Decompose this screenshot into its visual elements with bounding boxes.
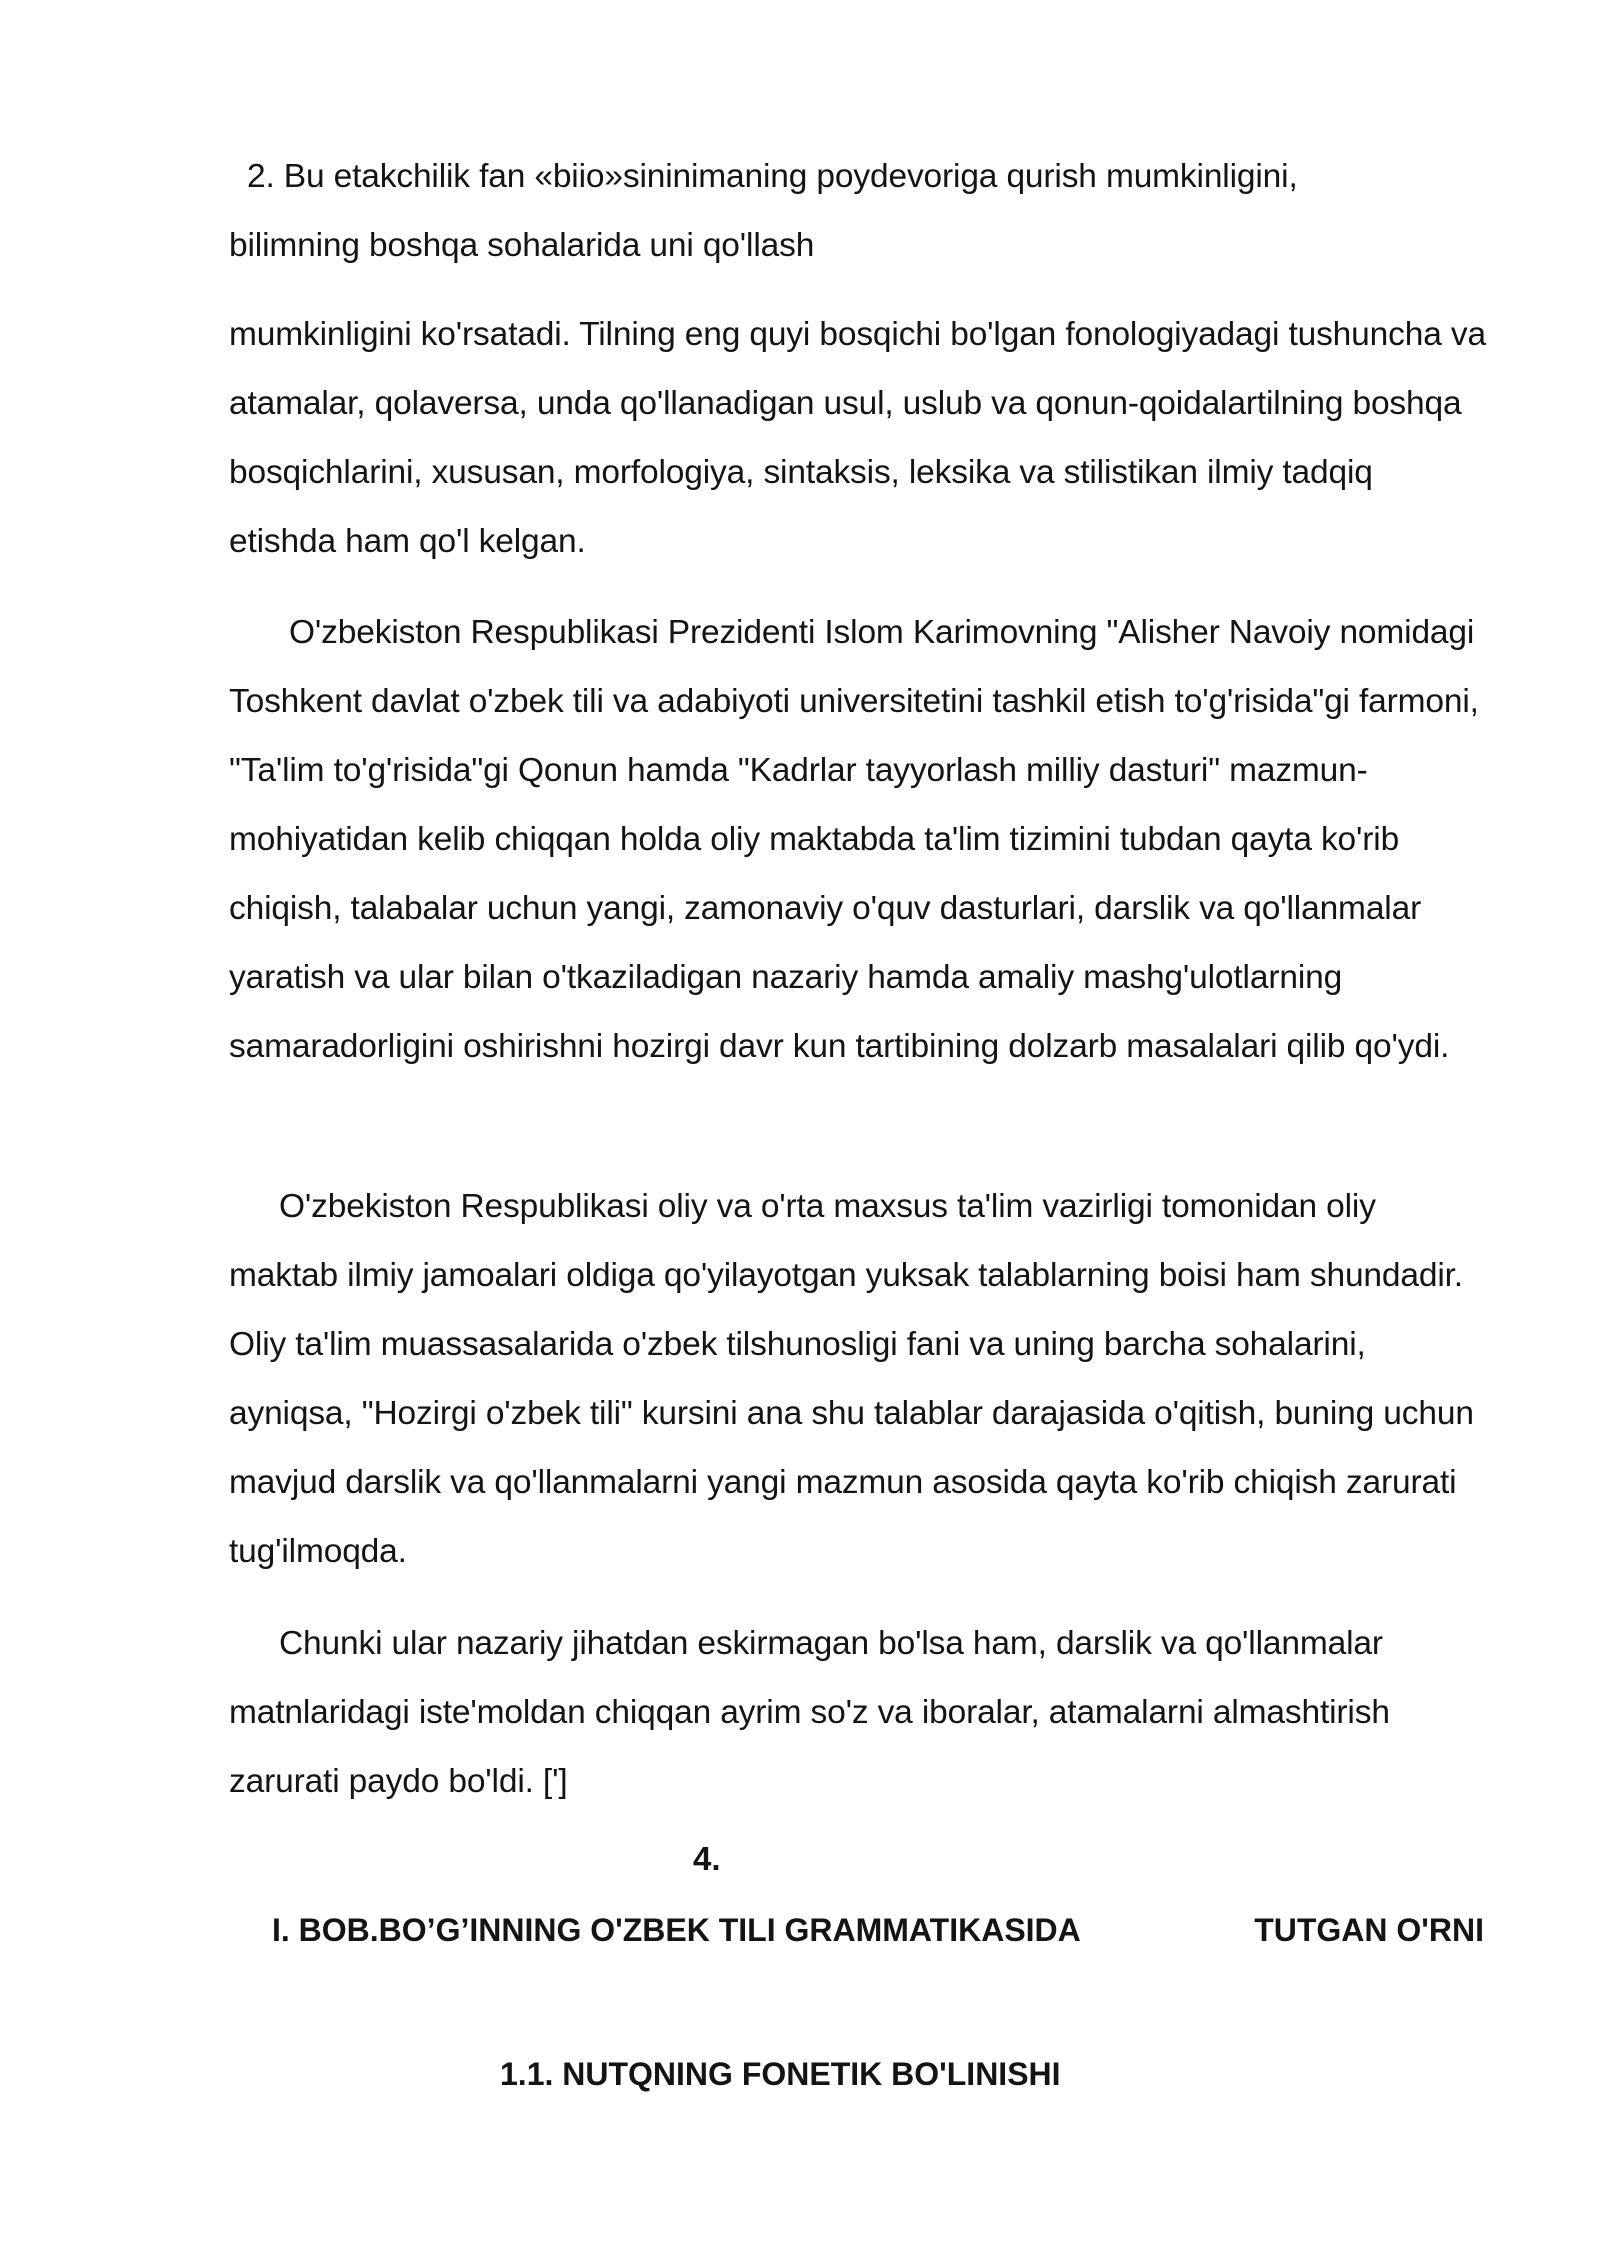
paragraph-3-text: O'zbekiston Respublikasi Prezidenti Islom Karimovning "Alisher Navoiy nomidagi Toshkent davlat o'zbek tili va adabiyoti universitetini tashkil etish to'g'risida"gi farmoni, "Ta'lim to'g'risida"gi Qonun hamda "Kadrlar tayyorlash milliy dasturi" mazmun-mohiyatidan kelib chiqqan holda oliy maktabda ta'lim tizimini tubdan qayta ko'rib chiqish, talabalar uchun yangi, zamonaviy o'quv dasturlari, darslik va qo'llanmalar yaratish va ular bilan o'tkaziladigan nazariy hamda amaliy mashg'ulotlarning samaradorligini oshirishni hozirgi davr kun tartibining dolzarb masalalari qilib qo'ydi.: [229, 614, 1479, 1065]
page-number: 4.: [693, 1840, 721, 1877]
paragraph-5-text: Chunki ular nazariy jihatdan eskirmagan bo'lsa ham, darslik va qo'llanmalar matnlaridagi iste'moldan chiqqan ayrim so'z va iboralar, atamalarni almashtirish zarurati paydo bo'ldi. [']: [229, 1625, 1390, 1800]
paragraph-4-text: O'zbekiston Respublikasi oliy va o'rta maxsus ta'lim vazirligi tomonidan oliy maktab ilmiy jamoalari oldiga qo'yilayotgan yuksak talablarning boisi ham shundadir. Oliy ta'lim muassasalarida o'zbek tilshunosligi fani va uning barcha sohalarini, ayniqsa, "Hozirgi o'zbek tili" kursini ana shu talablar darajasida o'qitish, buning uchun mavjud darslik va qo'llanmalarni yangi mazmun asosida qayta ko'rib chiqish zarurati tug'ilmoqda.: [229, 1188, 1474, 1570]
paragraph-5: [229, 1609, 1487, 1816]
paragraph-3: [229, 598, 1487, 1081]
paragraph-1: [229, 142, 1487, 280]
section-title: 1.1. NUTQNING FONETIK BO'LINISHI: [500, 2056, 1061, 2092]
paragraph-2: mumkinligini ko'rsatadi. Tilning eng quyi bosqichi bo'lgan fonologiyadagi tushuncha va atamalar, qolaversa, unda qo'llanadigan usul, uslub va qonun-qoidalartilning boshqa bosqichlarini, xususan, morfologiya, sintaksis, leksika va stilistikan ilmiy tadqiq etishda ham qo'l kelgan.: [229, 316, 1486, 560]
chapter-title-right: TUTGAN O'RNI: [1254, 1912, 1484, 1948]
chapter-title-left: I. BOB.BO’G’INNING O'ZBEK TILI GRAMMATIKASIDA: [272, 1912, 1081, 1948]
paragraph-1-line-1: 2. Bu etakchilik fan «biio»sininimaning poydevoriga qurish mumkinligini,: [247, 158, 1298, 195]
chapter-title: [272, 1912, 1484, 1949]
paragraph-4: [229, 1172, 1487, 1586]
paragraph-1-line-2: bilimning boshqa sohalarida uni qo'llash: [229, 227, 815, 264]
